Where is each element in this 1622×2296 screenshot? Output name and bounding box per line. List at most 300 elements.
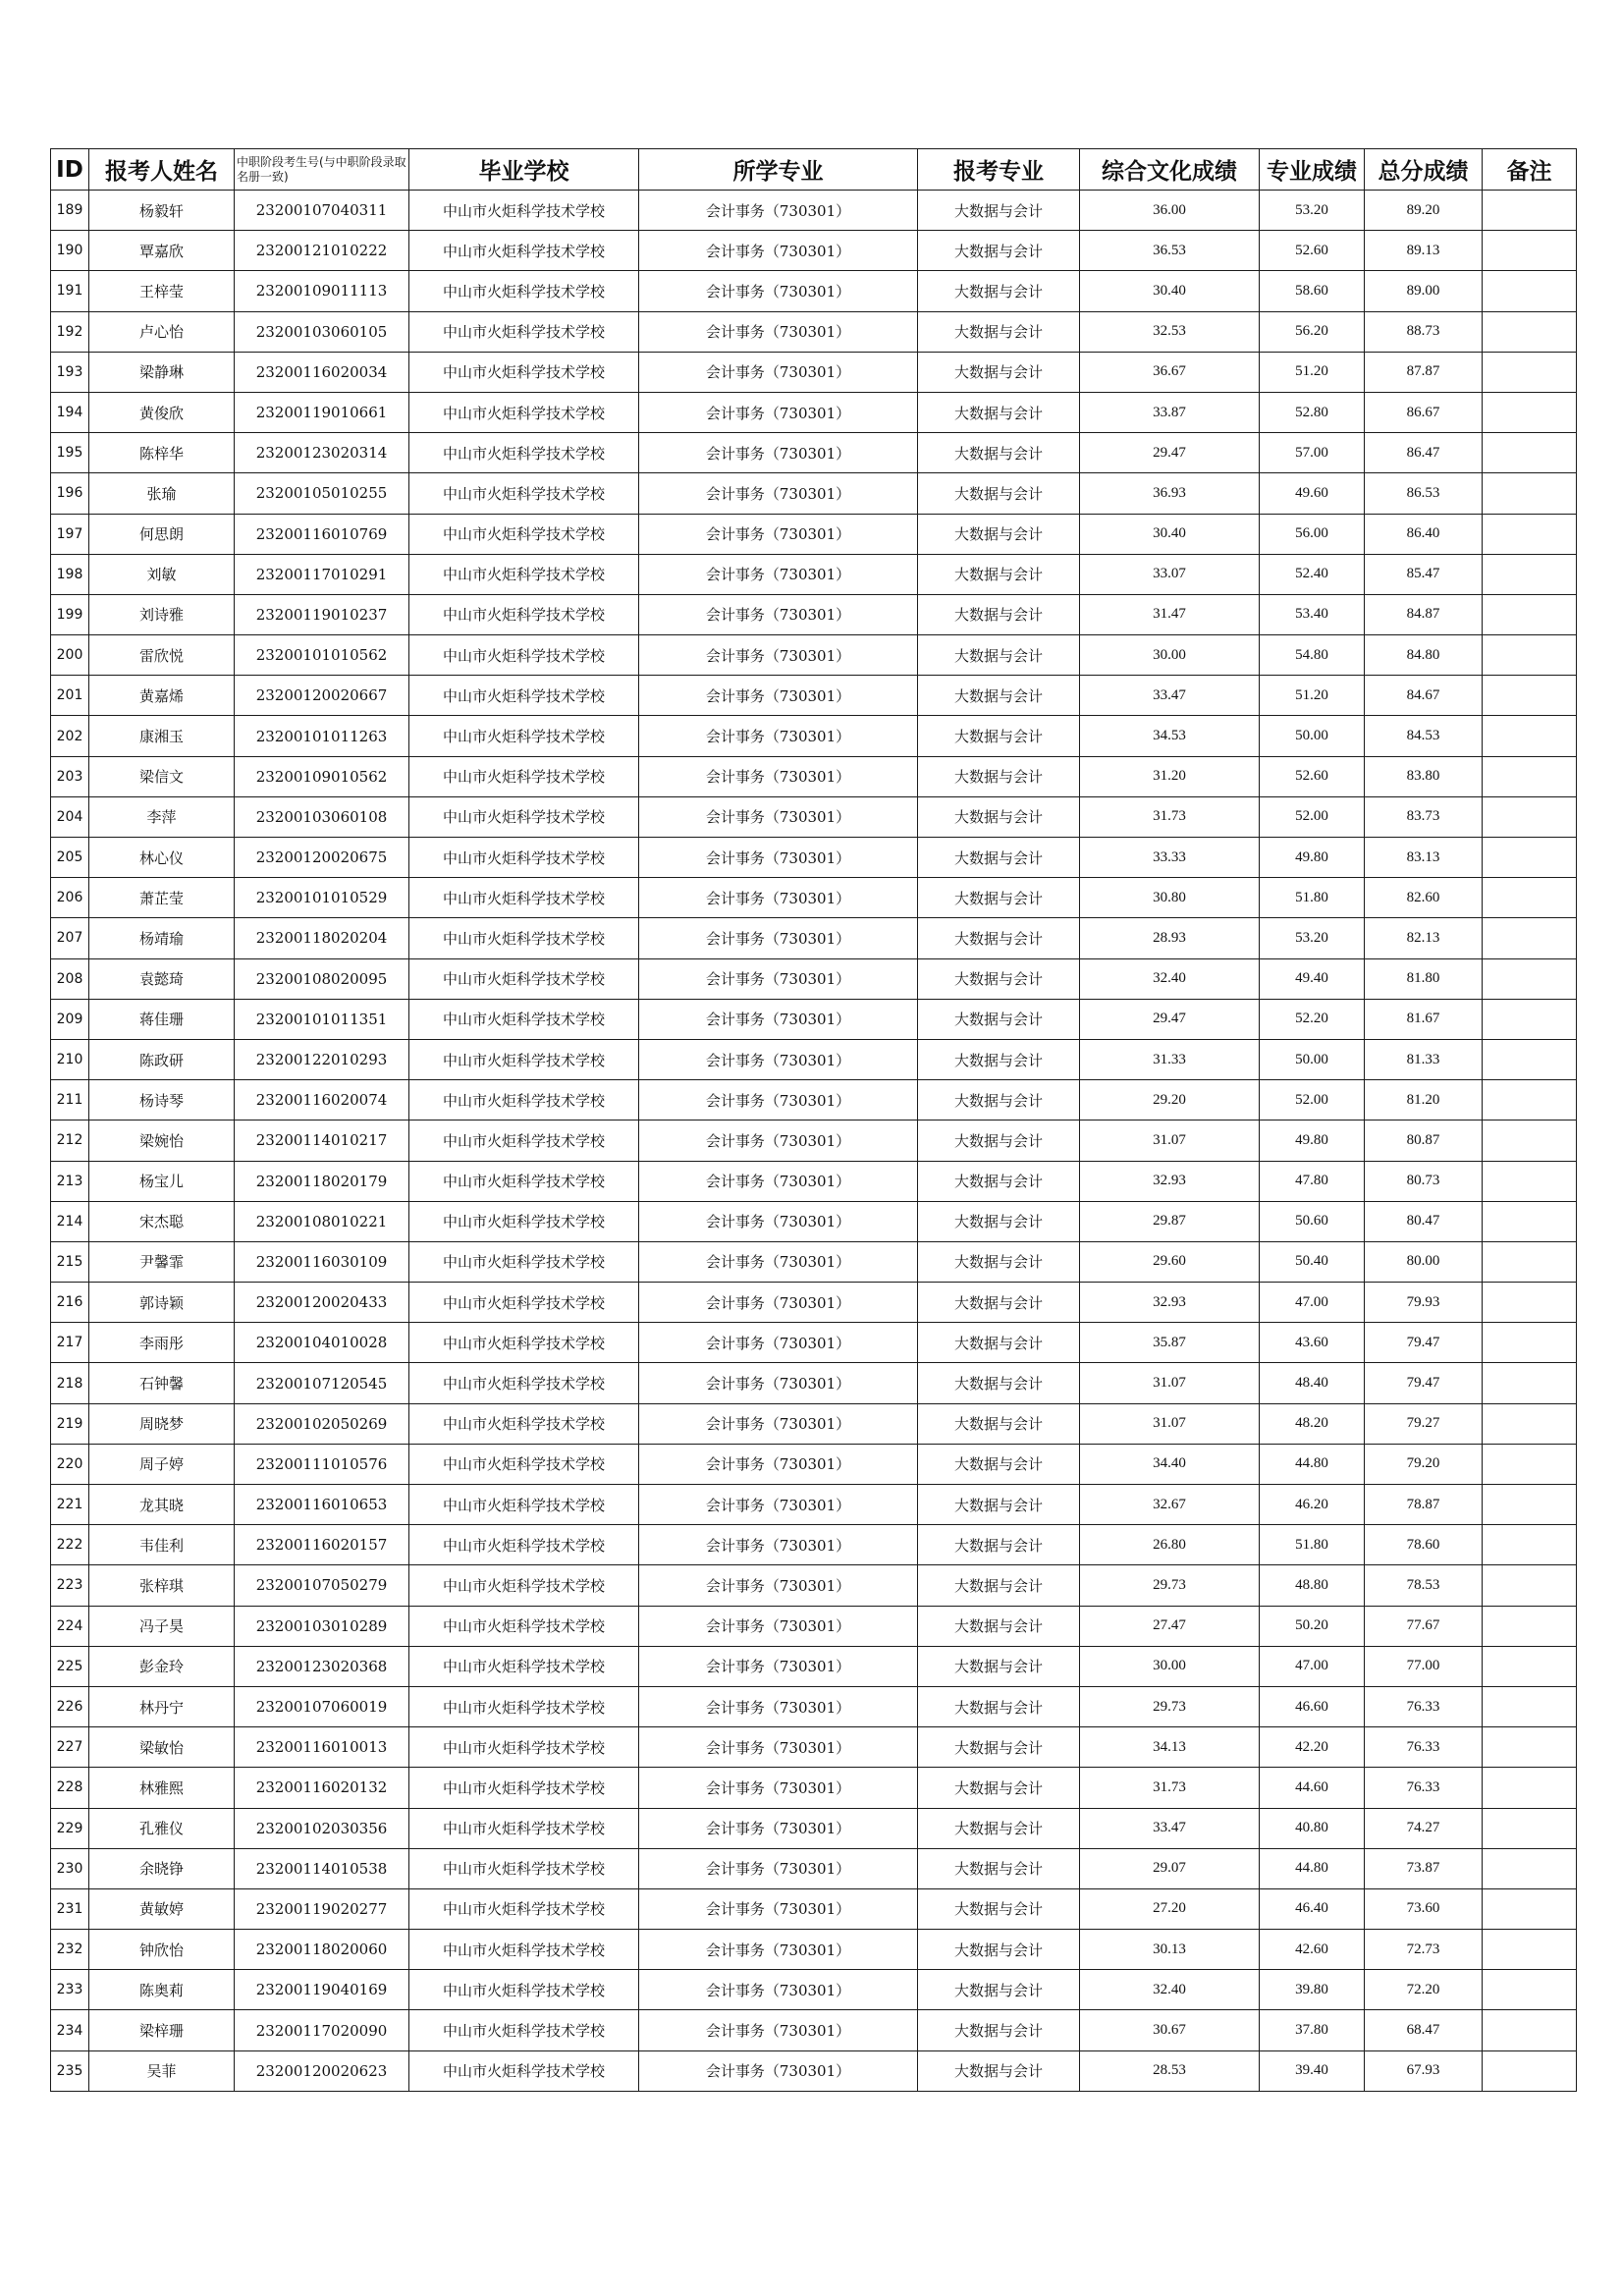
- cell-name: 何思朗: [89, 514, 235, 554]
- cell-total-score: 76.33: [1365, 1727, 1483, 1768]
- cell-total-score: 81.33: [1365, 1039, 1483, 1079]
- cell-total-score: 78.53: [1365, 1565, 1483, 1606]
- cell-remark: [1483, 473, 1577, 514]
- cell-school: 中山市火炬科学技术学校: [409, 271, 639, 311]
- cell-school: 中山市火炬科学技术学校: [409, 352, 639, 392]
- cell-school: 中山市火炬科学技术学校: [409, 1485, 639, 1525]
- cell-major-score: 53.20: [1260, 191, 1365, 231]
- cell-apply-major: 大数据与会计: [918, 1686, 1080, 1726]
- cell-major: 会计事务（730301）: [639, 392, 918, 432]
- cell-exam-no: 23200102050269: [235, 1403, 409, 1444]
- table-row: [51, 1323, 1577, 1363]
- cell-total-score: 83.73: [1365, 796, 1483, 837]
- cell-total-score: 82.13: [1365, 918, 1483, 958]
- cell-exam-no: 23200116010013: [235, 1727, 409, 1768]
- table-row: [51, 2010, 1577, 2050]
- cell-total-score: 86.53: [1365, 473, 1483, 514]
- cell-remark: [1483, 1768, 1577, 1808]
- cell-exam-no: 23200114010217: [235, 1121, 409, 1161]
- cell-id: 199: [51, 594, 89, 634]
- cell-major-score: 51.80: [1260, 1525, 1365, 1565]
- cell-exam-no: 23200116020132: [235, 1768, 409, 1808]
- cell-remark: [1483, 716, 1577, 756]
- cell-school: 中山市火炬科学技术学校: [409, 1121, 639, 1161]
- cell-major: 会计事务（730301）: [639, 1888, 918, 1929]
- cell-school: 中山市火炬科学技术学校: [409, 594, 639, 634]
- cell-remark: [1483, 1606, 1577, 1646]
- table-row: [51, 1606, 1577, 1646]
- cell-remark: [1483, 392, 1577, 432]
- cell-school: 中山市火炬科学技术学校: [409, 1323, 639, 1363]
- cell-culture-score: 29.60: [1080, 1241, 1260, 1282]
- cell-school: 中山市火炬科学技术学校: [409, 878, 639, 918]
- cell-school: 中山市火炬科学技术学校: [409, 1444, 639, 1484]
- cell-remark: [1483, 231, 1577, 271]
- cell-culture-score: 30.67: [1080, 2010, 1260, 2050]
- cell-major-score: 54.80: [1260, 635, 1365, 676]
- cell-remark: [1483, 1727, 1577, 1768]
- cell-exam-no: 23200123020314: [235, 433, 409, 473]
- cell-major: 会计事务（730301）: [639, 433, 918, 473]
- cell-id: 216: [51, 1283, 89, 1323]
- cell-apply-major: 大数据与会计: [918, 1727, 1080, 1768]
- cell-major-score: 48.40: [1260, 1363, 1365, 1403]
- cell-major: 会计事务（730301）: [639, 796, 918, 837]
- table-row: [51, 1080, 1577, 1121]
- cell-school: 中山市火炬科学技术学校: [409, 311, 639, 352]
- cell-name: 袁懿琦: [89, 958, 235, 999]
- cell-school: 中山市火炬科学技术学校: [409, 1161, 639, 1201]
- cell-name: 杨毅轩: [89, 191, 235, 231]
- table-row: [51, 635, 1577, 676]
- table-row: [51, 1808, 1577, 1848]
- cell-apply-major: 大数据与会计: [918, 514, 1080, 554]
- cell-major-score: 51.80: [1260, 878, 1365, 918]
- cell-id: 232: [51, 1930, 89, 1970]
- cell-apply-major: 大数据与会计: [918, 1121, 1080, 1161]
- cell-apply-major: 大数据与会计: [918, 838, 1080, 878]
- cell-major: 会计事务（730301）: [639, 1403, 918, 1444]
- cell-remark: [1483, 594, 1577, 634]
- cell-id: 214: [51, 1201, 89, 1241]
- cell-culture-score: 29.20: [1080, 1080, 1260, 1121]
- cell-major: 会计事务（730301）: [639, 1727, 918, 1768]
- cell-total-score: 87.87: [1365, 352, 1483, 392]
- table-row: [51, 2050, 1577, 2091]
- cell-remark: [1483, 1565, 1577, 1606]
- cell-major: 会计事务（730301）: [639, 231, 918, 271]
- cell-major: 会计事务（730301）: [639, 1161, 918, 1201]
- cell-name: 梁静琳: [89, 352, 235, 392]
- cell-id: 220: [51, 1444, 89, 1484]
- cell-culture-score: 34.53: [1080, 716, 1260, 756]
- cell-total-score: 78.87: [1365, 1485, 1483, 1525]
- cell-name: 杨宝儿: [89, 1161, 235, 1201]
- cell-total-score: 82.60: [1365, 878, 1483, 918]
- cell-id: 202: [51, 716, 89, 756]
- cell-school: 中山市火炬科学技术学校: [409, 392, 639, 432]
- table-row: [51, 1039, 1577, 1079]
- cell-major-score: 48.80: [1260, 1565, 1365, 1606]
- header-total-score: 总分成绩: [1365, 149, 1483, 191]
- cell-school: 中山市火炬科学技术学校: [409, 838, 639, 878]
- cell-school: 中山市火炬科学技术学校: [409, 1727, 639, 1768]
- cell-remark: [1483, 2010, 1577, 2050]
- header-id: ID: [51, 149, 89, 191]
- cell-major: 会计事务（730301）: [639, 352, 918, 392]
- header-school: 毕业学校: [409, 149, 639, 191]
- cell-apply-major: 大数据与会计: [918, 1241, 1080, 1282]
- cell-culture-score: 31.07: [1080, 1121, 1260, 1161]
- cell-school: 中山市火炬科学技术学校: [409, 999, 639, 1039]
- cell-total-score: 84.87: [1365, 594, 1483, 634]
- cell-name: 周子婷: [89, 1444, 235, 1484]
- cell-major-score: 48.20: [1260, 1403, 1365, 1444]
- cell-school: 中山市火炬科学技术学校: [409, 1283, 639, 1323]
- table-row: [51, 231, 1577, 271]
- cell-total-score: 68.47: [1365, 2010, 1483, 2050]
- cell-major-score: 56.20: [1260, 311, 1365, 352]
- cell-culture-score: 33.87: [1080, 392, 1260, 432]
- cell-total-score: 86.47: [1365, 433, 1483, 473]
- table-row: [51, 1241, 1577, 1282]
- cell-name: 钟欣怡: [89, 1930, 235, 1970]
- cell-major: 会计事务（730301）: [639, 958, 918, 999]
- cell-name: 李萍: [89, 796, 235, 837]
- cell-name: 吴菲: [89, 2050, 235, 2091]
- cell-major-score: 47.00: [1260, 1646, 1365, 1686]
- cell-culture-score: 33.07: [1080, 554, 1260, 594]
- cell-culture-score: 32.40: [1080, 958, 1260, 999]
- cell-culture-score: 36.67: [1080, 352, 1260, 392]
- cell-remark: [1483, 1403, 1577, 1444]
- cell-name: 彭金玲: [89, 1646, 235, 1686]
- cell-id: 226: [51, 1686, 89, 1726]
- cell-apply-major: 大数据与会计: [918, 796, 1080, 837]
- cell-apply-major: 大数据与会计: [918, 594, 1080, 634]
- cell-name: 杨靖瑜: [89, 918, 235, 958]
- cell-major: 会计事务（730301）: [639, 635, 918, 676]
- cell-id: 206: [51, 878, 89, 918]
- cell-exam-no: 23200120020675: [235, 838, 409, 878]
- cell-name: 张梓琪: [89, 1565, 235, 1606]
- cell-name: 蒋佳珊: [89, 999, 235, 1039]
- cell-school: 中山市火炬科学技术学校: [409, 1606, 639, 1646]
- cell-major-score: 50.60: [1260, 1201, 1365, 1241]
- cell-name: 梁敏怡: [89, 1727, 235, 1768]
- cell-exam-no: 23200109010562: [235, 756, 409, 796]
- cell-school: 中山市火炬科学技术学校: [409, 1970, 639, 2010]
- cell-total-score: 79.20: [1365, 1444, 1483, 1484]
- cell-apply-major: 大数据与会计: [918, 473, 1080, 514]
- cell-remark: [1483, 958, 1577, 999]
- cell-name: 陈政研: [89, 1039, 235, 1079]
- cell-apply-major: 大数据与会计: [918, 1283, 1080, 1323]
- cell-school: 中山市火炬科学技术学校: [409, 918, 639, 958]
- cell-culture-score: 29.73: [1080, 1565, 1260, 1606]
- cell-total-score: 72.20: [1365, 1970, 1483, 2010]
- cell-culture-score: 36.93: [1080, 473, 1260, 514]
- score-table: [50, 148, 1577, 2092]
- cell-culture-score: 34.13: [1080, 1727, 1260, 1768]
- cell-apply-major: 大数据与会计: [918, 352, 1080, 392]
- cell-apply-major: 大数据与会计: [918, 635, 1080, 676]
- table-row: [51, 918, 1577, 958]
- cell-id: 191: [51, 271, 89, 311]
- cell-name: 宋杰聪: [89, 1201, 235, 1241]
- cell-total-score: 77.00: [1365, 1646, 1483, 1686]
- table-row: [51, 1768, 1577, 1808]
- cell-culture-score: 29.73: [1080, 1686, 1260, 1726]
- cell-name: 萧芷莹: [89, 878, 235, 918]
- cell-remark: [1483, 554, 1577, 594]
- table-row: [51, 1161, 1577, 1201]
- cell-culture-score: 36.00: [1080, 191, 1260, 231]
- cell-total-score: 79.47: [1365, 1363, 1483, 1403]
- cell-exam-no: 23200119010661: [235, 392, 409, 432]
- cell-school: 中山市火炬科学技术学校: [409, 1686, 639, 1726]
- cell-remark: [1483, 2050, 1577, 2091]
- table-row: [51, 1121, 1577, 1161]
- table-row: [51, 716, 1577, 756]
- header-major-score: 专业成绩: [1260, 149, 1365, 191]
- cell-major: 会计事务（730301）: [639, 676, 918, 716]
- cell-remark: [1483, 311, 1577, 352]
- cell-major: 会计事务（730301）: [639, 1606, 918, 1646]
- cell-major: 会计事务（730301）: [639, 1121, 918, 1161]
- cell-id: 208: [51, 958, 89, 999]
- cell-culture-score: 32.53: [1080, 311, 1260, 352]
- cell-total-score: 86.67: [1365, 392, 1483, 432]
- cell-id: 231: [51, 1888, 89, 1929]
- cell-culture-score: 34.40: [1080, 1444, 1260, 1484]
- cell-name: 韦佳利: [89, 1525, 235, 1565]
- table-row: [51, 1970, 1577, 2010]
- table-row: [51, 311, 1577, 352]
- cell-exam-no: 23200119020277: [235, 1888, 409, 1929]
- cell-major: 会计事务（730301）: [639, 1565, 918, 1606]
- cell-major: 会计事务（730301）: [639, 1485, 918, 1525]
- cell-major: 会计事务（730301）: [639, 1323, 918, 1363]
- cell-major: 会计事务（730301）: [639, 1646, 918, 1686]
- cell-exam-no: 23200103010289: [235, 1606, 409, 1646]
- cell-exam-no: 23200102030356: [235, 1808, 409, 1848]
- cell-name: 冯子昊: [89, 1606, 235, 1646]
- cell-apply-major: 大数据与会计: [918, 1888, 1080, 1929]
- table-row: [51, 1888, 1577, 1929]
- cell-major-score: 49.80: [1260, 1121, 1365, 1161]
- cell-total-score: 72.73: [1365, 1930, 1483, 1970]
- cell-apply-major: 大数据与会计: [918, 1444, 1080, 1484]
- cell-apply-major: 大数据与会计: [918, 999, 1080, 1039]
- cell-total-score: 80.87: [1365, 1121, 1483, 1161]
- header-major: 所学专业: [639, 149, 918, 191]
- cell-name: 梁信文: [89, 756, 235, 796]
- cell-major-score: 52.80: [1260, 392, 1365, 432]
- cell-major: 会计事务（730301）: [639, 1363, 918, 1403]
- cell-apply-major: 大数据与会计: [918, 756, 1080, 796]
- cell-major: 会计事务（730301）: [639, 1525, 918, 1565]
- cell-school: 中山市火炬科学技术学校: [409, 191, 639, 231]
- cell-exam-no: 23200120020623: [235, 2050, 409, 2091]
- cell-apply-major: 大数据与会计: [918, 1039, 1080, 1079]
- cell-total-score: 81.67: [1365, 999, 1483, 1039]
- cell-name: 林丹宁: [89, 1686, 235, 1726]
- cell-major-score: 47.00: [1260, 1283, 1365, 1323]
- cell-school: 中山市火炬科学技术学校: [409, 2050, 639, 2091]
- cell-exam-no: 23200107120545: [235, 1363, 409, 1403]
- cell-id: 218: [51, 1363, 89, 1403]
- cell-apply-major: 大数据与会计: [918, 1485, 1080, 1525]
- cell-total-score: 84.67: [1365, 676, 1483, 716]
- cell-culture-score: 30.13: [1080, 1930, 1260, 1970]
- cell-culture-score: 33.33: [1080, 838, 1260, 878]
- cell-major-score: 52.00: [1260, 1080, 1365, 1121]
- cell-name: 刘诗雅: [89, 594, 235, 634]
- cell-major-score: 50.00: [1260, 716, 1365, 756]
- cell-exam-no: 23200103060105: [235, 311, 409, 352]
- cell-exam-no: 23200101010562: [235, 635, 409, 676]
- table-row: [51, 352, 1577, 392]
- cell-total-score: 83.13: [1365, 838, 1483, 878]
- cell-school: 中山市火炬科学技术学校: [409, 1241, 639, 1282]
- cell-id: 211: [51, 1080, 89, 1121]
- cell-culture-score: 30.40: [1080, 514, 1260, 554]
- cell-major-score: 56.00: [1260, 514, 1365, 554]
- cell-school: 中山市火炬科学技术学校: [409, 1403, 639, 1444]
- cell-major: 会计事务（730301）: [639, 1970, 918, 2010]
- cell-id: 222: [51, 1525, 89, 1565]
- cell-exam-no: 23200107060019: [235, 1686, 409, 1726]
- cell-culture-score: 31.20: [1080, 756, 1260, 796]
- cell-apply-major: 大数据与会计: [918, 433, 1080, 473]
- cell-total-score: 79.27: [1365, 1403, 1483, 1444]
- cell-apply-major: 大数据与会计: [918, 676, 1080, 716]
- cell-culture-score: 32.40: [1080, 1970, 1260, 2010]
- cell-major: 会计事务（730301）: [639, 1808, 918, 1848]
- cell-apply-major: 大数据与会计: [918, 231, 1080, 271]
- table-row: [51, 1283, 1577, 1323]
- cell-major: 会计事务（730301）: [639, 756, 918, 796]
- cell-major: 会计事务（730301）: [639, 2050, 918, 2091]
- cell-culture-score: 32.93: [1080, 1283, 1260, 1323]
- cell-major-score: 49.40: [1260, 958, 1365, 999]
- cell-remark: [1483, 1201, 1577, 1241]
- cell-major-score: 49.60: [1260, 473, 1365, 514]
- cell-exam-no: 23200118020204: [235, 918, 409, 958]
- cell-school: 中山市火炬科学技术学校: [409, 716, 639, 756]
- cell-remark: [1483, 433, 1577, 473]
- cell-culture-score: 28.93: [1080, 918, 1260, 958]
- cell-total-score: 88.73: [1365, 311, 1483, 352]
- cell-culture-score: 29.07: [1080, 1848, 1260, 1888]
- cell-major: 会计事务（730301）: [639, 918, 918, 958]
- cell-remark: [1483, 999, 1577, 1039]
- cell-id: 193: [51, 352, 89, 392]
- cell-culture-score: 31.07: [1080, 1403, 1260, 1444]
- table-row: [51, 1201, 1577, 1241]
- cell-major-score: 52.00: [1260, 796, 1365, 837]
- cell-exam-no: 23200119040169: [235, 1970, 409, 2010]
- table-row: [51, 473, 1577, 514]
- cell-major: 会计事务（730301）: [639, 2010, 918, 2050]
- cell-exam-no: 23200116030109: [235, 1241, 409, 1282]
- cell-apply-major: 大数据与会计: [918, 1323, 1080, 1363]
- cell-total-score: 73.60: [1365, 1888, 1483, 1929]
- cell-total-score: 85.47: [1365, 554, 1483, 594]
- table-row: [51, 1565, 1577, 1606]
- cell-exam-no: 23200107050279: [235, 1565, 409, 1606]
- cell-school: 中山市火炬科学技术学校: [409, 796, 639, 837]
- cell-remark: [1483, 1930, 1577, 1970]
- table-row: [51, 1646, 1577, 1686]
- cell-remark: [1483, 1970, 1577, 2010]
- cell-apply-major: 大数据与会计: [918, 1161, 1080, 1201]
- cell-apply-major: 大数据与会计: [918, 1525, 1080, 1565]
- cell-name: 黄嘉烯: [89, 676, 235, 716]
- cell-remark: [1483, 352, 1577, 392]
- cell-major-score: 52.60: [1260, 756, 1365, 796]
- cell-remark: [1483, 1808, 1577, 1848]
- cell-major: 会计事务（730301）: [639, 1444, 918, 1484]
- cell-remark: [1483, 676, 1577, 716]
- cell-exam-no: 23200114010538: [235, 1848, 409, 1888]
- cell-name: 林心仪: [89, 838, 235, 878]
- cell-major-score: 49.80: [1260, 838, 1365, 878]
- cell-school: 中山市火炬科学技术学校: [409, 1363, 639, 1403]
- cell-school: 中山市火炬科学技术学校: [409, 1808, 639, 1848]
- cell-major: 会计事务（730301）: [639, 311, 918, 352]
- cell-id: 215: [51, 1241, 89, 1282]
- header-apply-major: 报考专业: [918, 149, 1080, 191]
- cell-remark: [1483, 1444, 1577, 1484]
- cell-major: 会计事务（730301）: [639, 1930, 918, 1970]
- cell-remark: [1483, 838, 1577, 878]
- cell-total-score: 80.00: [1365, 1241, 1483, 1282]
- cell-exam-no: 23200116020157: [235, 1525, 409, 1565]
- cell-exam-no: 23200117020090: [235, 2010, 409, 2050]
- table-row: [51, 594, 1577, 634]
- cell-exam-no: 23200111010576: [235, 1444, 409, 1484]
- cell-major-score: 44.80: [1260, 1848, 1365, 1888]
- cell-culture-score: 30.00: [1080, 635, 1260, 676]
- table-row: [51, 756, 1577, 796]
- cell-exam-no: 23200103060108: [235, 796, 409, 837]
- cell-major-score: 42.60: [1260, 1930, 1365, 1970]
- table-row: [51, 1727, 1577, 1768]
- cell-major: 会计事务（730301）: [639, 554, 918, 594]
- cell-culture-score: 28.53: [1080, 2050, 1260, 2091]
- cell-culture-score: 30.80: [1080, 878, 1260, 918]
- cell-id: 200: [51, 635, 89, 676]
- cell-total-score: 89.13: [1365, 231, 1483, 271]
- table-row: [51, 1686, 1577, 1726]
- cell-school: 中山市火炬科学技术学校: [409, 1888, 639, 1929]
- cell-total-score: 76.33: [1365, 1686, 1483, 1726]
- cell-id: 209: [51, 999, 89, 1039]
- cell-remark: [1483, 1848, 1577, 1888]
- cell-id: 204: [51, 796, 89, 837]
- cell-name: 林雅熙: [89, 1768, 235, 1808]
- cell-exam-no: 23200108020095: [235, 958, 409, 999]
- cell-culture-score: 30.40: [1080, 271, 1260, 311]
- table-row: [51, 1403, 1577, 1444]
- cell-exam-no: 23200120020667: [235, 676, 409, 716]
- cell-id: 201: [51, 676, 89, 716]
- cell-id: 217: [51, 1323, 89, 1363]
- cell-culture-score: 27.20: [1080, 1888, 1260, 1929]
- cell-apply-major: 大数据与会计: [918, 311, 1080, 352]
